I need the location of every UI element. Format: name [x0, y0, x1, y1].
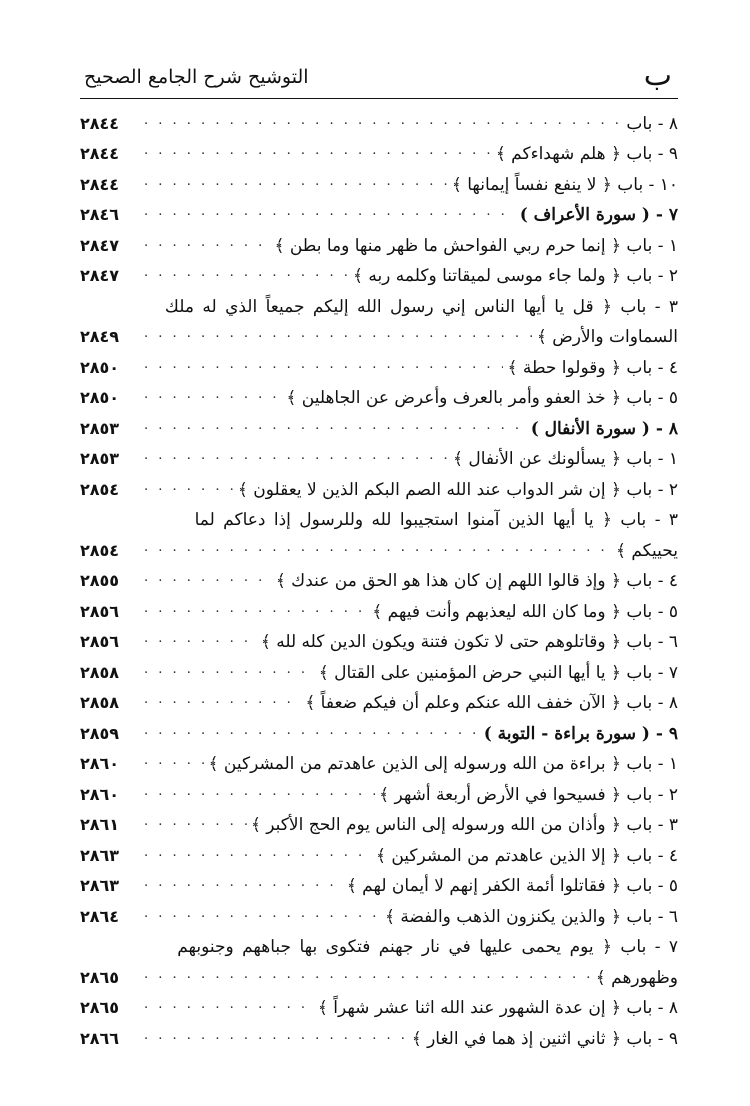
toc-entry	[80, 837, 678, 868]
toc-page-number: ٢٨٦٥	[80, 967, 120, 987]
toc-entry-first-line	[80, 929, 678, 960]
toc-entry-title: ٤ - باب ﴿ وقولوا حطة ﴾	[507, 357, 678, 378]
toc-entry	[80, 471, 678, 502]
toc-page-number: ٢٨٦٥	[80, 998, 120, 1017]
table-of-contents	[80, 105, 678, 1051]
toc-entry	[80, 136, 678, 167]
dot-leader	[144, 902, 381, 929]
dot-leader	[144, 536, 612, 563]
toc-entry-title: ٩ - ( سورة براءة - التوبة )	[483, 723, 678, 744]
toc-entry-title: ٥ - باب ﴿ فقاتلوا أئمة الكفر إنهم لا أيمان لهم ﴾	[346, 876, 678, 896]
toc-page-number: ٢٨٥٥	[80, 571, 120, 590]
toc-entry-continuation: يحييكم ﴾	[615, 540, 678, 561]
toc-page-number: ٢٨٥٠	[80, 388, 120, 407]
toc-entry-continuation: السماوات والأرض ﴾	[536, 327, 678, 347]
toc-entry-title: ٦ - باب ﴿ وقاتلوهم حتى لا تكون فتنة ويكون الدين كله لله ﴾	[260, 632, 678, 652]
toc-entry	[80, 654, 678, 685]
toc-page-number: ٢٨٦٤	[80, 906, 120, 926]
toc-entry-title: ٨ - باب ﴿ الآن خفف الله عنكم وعلم أن فيكم ضعفاً ﴾	[305, 693, 678, 713]
toc-page-number: ٢٨٥٤	[80, 540, 120, 560]
toc-entry	[80, 776, 678, 807]
toc-entry-title: ٩ - باب ﴿ ثاني اثنين إذ هما في الغار ﴾	[411, 1028, 678, 1049]
toc-page-number: ٢٨٤٧	[80, 235, 120, 255]
book-title: التوشيح شرح الجامع الصحيح	[84, 66, 309, 88]
toc-entry-title: ٣ - باب ﴿ قل يا أيها الناس إني رسول الله إليكم جميعاً الذي له ملك	[164, 296, 678, 317]
toc-page-number: ٢٨٥٨	[80, 662, 120, 682]
toc-entry	[80, 258, 678, 289]
toc-entry	[80, 380, 678, 411]
toc-entry	[80, 319, 678, 350]
dot-leader	[144, 597, 368, 624]
toc-entry	[80, 624, 678, 655]
toc-page-number: ٢٨٥٦	[80, 601, 120, 621]
toc-entry	[80, 807, 678, 838]
toc-entry	[80, 105, 678, 136]
toc-entry	[80, 746, 678, 777]
toc-entry-title: ١ - باب ﴿ براءة من الله ورسوله إلى الذين عاهدتم من المشركين ﴾	[208, 754, 678, 774]
toc-page-number: ٢٨٥٣	[80, 449, 120, 468]
toc-entry	[80, 227, 678, 258]
dot-leader	[144, 810, 247, 837]
toc-entry	[80, 959, 678, 990]
toc-entry	[80, 349, 678, 380]
toc-page-number: ٢٨٤٤	[80, 174, 120, 194]
dot-leader	[144, 658, 315, 685]
toc-page-number: ٢٨٤٤	[80, 113, 120, 133]
toc-surah-heading	[80, 197, 678, 228]
toc-entry-title: ٧ - باب ﴿ يا أيها النبي حرض المؤمنين على القتال ﴾	[318, 662, 678, 683]
toc-entry	[80, 898, 678, 929]
page	[80, 56, 678, 1051]
toc-entry	[80, 685, 678, 716]
toc-entry-title: ٦ - باب ﴿ والذين يكنزون الذهب والفضة ﴾	[384, 906, 678, 927]
toc-page-number: ٢٨٥٦	[80, 632, 120, 651]
dot-leader	[144, 444, 449, 471]
toc-entry	[80, 563, 678, 594]
dot-leader	[144, 1024, 408, 1051]
dot-leader	[144, 414, 527, 441]
toc-entry-title: ٤ - باب ﴿ وإذ قالوا اللهم إن كان هذا هو الحق من عندك ﴾	[275, 571, 678, 591]
dot-leader	[144, 109, 622, 136]
toc-page-number: ٢٨٦٠	[80, 784, 120, 804]
toc-page-number: ٢٨٤٧	[80, 266, 120, 285]
toc-entry-first-line	[80, 502, 678, 533]
toc-entry	[80, 1020, 678, 1051]
toc-page-number: ٢٨٥٩	[80, 723, 120, 743]
toc-entry-first-line	[80, 288, 678, 319]
dot-leader	[144, 993, 314, 1020]
toc-page-number: ٢٨٥٣	[80, 418, 120, 438]
toc-surah-heading	[80, 715, 678, 746]
dot-leader	[144, 322, 533, 349]
toc-entry-title: ٩ - باب ﴿ هلم شهداءكم ﴾	[495, 144, 678, 164]
toc-entry-title: ٤ - باب ﴿ إلا الذين عاهدتم من المشركين ﴾	[375, 845, 678, 866]
toc-entry-title: ٥ - باب ﴿ خذ العفو وأمر بالعرف وأعرض عن الجاهلين ﴾	[286, 388, 678, 408]
toc-entry-title: ٣ - باب ﴿ يا أيها الذين آمنوا استجيبوا لله وللرسول إذا دعاكم لما	[194, 510, 678, 530]
toc-entry-title: ٢ - باب ﴿ فسيحوا في الأرض أربعة أشهر ﴾	[379, 784, 678, 805]
dot-leader	[144, 627, 257, 654]
dot-leader	[144, 383, 282, 410]
dot-leader	[144, 200, 516, 227]
toc-page-number: ٢٨٦٣	[80, 876, 120, 895]
dot-leader	[144, 475, 234, 502]
dot-leader	[144, 688, 301, 715]
toc-entry	[80, 593, 678, 624]
running-header	[80, 56, 678, 99]
toc-entry-title: ١٠ - باب ﴿ لا ينفع نفساً إيمانها ﴾	[451, 174, 678, 195]
toc-entry-title: ٣ - باب ﴿ وأذان من الله ورسوله إلى الناس يوم الحج الأكبر ﴾	[250, 815, 678, 835]
toc-entry	[80, 166, 678, 197]
dot-leader	[144, 780, 375, 807]
toc-entry	[80, 441, 678, 472]
toc-entry-title: ٢ - باب ﴿ ولما جاء موسى لميقاتنا وكلمه ربه ﴾	[352, 266, 678, 286]
toc-entry	[80, 868, 678, 899]
dot-leader	[144, 353, 503, 380]
toc-page-number: ٢٨٦٦	[80, 1028, 120, 1048]
dot-leader	[144, 566, 272, 593]
toc-page-number: ٢٨٦٠	[80, 754, 120, 773]
toc-entry-continuation: وظهورهم ﴾	[595, 967, 678, 988]
toc-page-number: ٢٨٤٦	[80, 205, 120, 224]
dot-leader	[144, 261, 349, 288]
toc-entry-title: ١ - باب ﴿ إنما حرم ربي الفواحش ما ظهر منها وما بطن ﴾	[274, 235, 678, 256]
dot-leader	[144, 841, 372, 868]
toc-page-number: ٢٨٥٨	[80, 693, 120, 712]
dot-leader	[144, 139, 492, 166]
toc-page-number: ٢٨٥٠	[80, 357, 120, 377]
toc-entry-title: ٧ - باب ﴿ يوم يحمى عليها في نار جهنم فتكوى بها جباههم وجنوبهم	[177, 937, 678, 957]
toc-entry-title: ٨ - باب ﴿ إن عدة الشهور عند الله اثنا عشر شهراً ﴾	[317, 998, 678, 1018]
toc-entry-title: ٨ - ( سورة الأنفال )	[530, 418, 678, 439]
dot-leader	[144, 963, 592, 990]
toc-entry-title: ٥ - باب ﴿ وما كان الله ليعذبهم وأنت فيهم ﴾	[372, 601, 678, 622]
dot-leader	[144, 231, 270, 258]
toc-entry	[80, 990, 678, 1021]
dot-leader	[144, 170, 448, 197]
dot-leader	[144, 719, 480, 746]
dot-leader	[144, 749, 205, 776]
toc-page-number: ٢٨٤٤	[80, 144, 120, 163]
toc-surah-heading	[80, 410, 678, 441]
toc-entry	[80, 532, 678, 563]
page-letter: ب	[643, 58, 672, 93]
toc-entry-title: ٨ - باب	[626, 113, 678, 134]
toc-page-number: ٢٨٥٤	[80, 479, 120, 499]
dot-leader	[144, 871, 343, 898]
toc-page-number: ٢٨٦٣	[80, 845, 120, 865]
toc-entry-title: ٧ - ( سورة الأعراف )	[519, 205, 678, 225]
toc-page-number: ٢٨٦١	[80, 815, 120, 834]
toc-page-number: ٢٨٤٩	[80, 327, 120, 346]
toc-entry-title: ٢ - باب ﴿ إن شر الدواب عند الله الصم البكم الذين لا يعقلون ﴾	[237, 479, 678, 500]
toc-entry-title: ١ - باب ﴿ يسألونك عن الأنفال ﴾	[452, 449, 678, 469]
